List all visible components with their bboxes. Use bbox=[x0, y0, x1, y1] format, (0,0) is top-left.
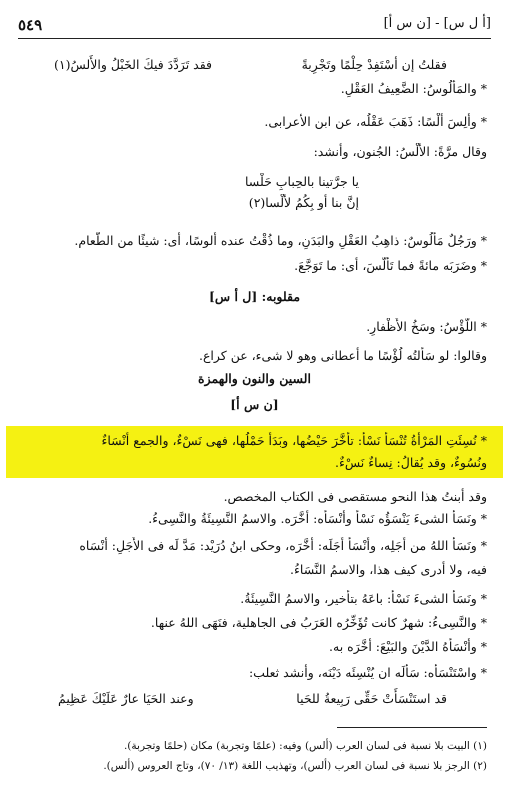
text-line: * ونَسَأَ الشىءَ نَسْأً: باعَهُ بتأخير، والاسمُ النَّسِيئَةُ. bbox=[240, 591, 487, 606]
page-number: ٥٤٩ bbox=[18, 16, 43, 34]
text-line: * ونَسَأَ اللهُ من أَجَلِه، وأَنْسَأَ أَجَلَه: أخَّرَه، وحكى ابنُ دُرَيْد: مَدَّ لَه فى الأَجَلِ: أَنْسَاه bbox=[79, 538, 487, 553]
footnote: (١) البيت بلا نسبة فى لسان العرب (ألس) وفيه: (علمًا وتجربة) مكان (حلمًا وتجربة). bbox=[123, 740, 487, 752]
running-title: [أ ل س] - [ن س أ] bbox=[383, 16, 491, 31]
chapter-heading: السين والنون والهمزة bbox=[198, 371, 311, 386]
text-line: * واسْتَنْسَأَه: سَأَلَه ان يُنْسِئَه دَيْنَه، وأنشد ثعلب: bbox=[248, 665, 487, 680]
footnote-rule bbox=[337, 727, 487, 728]
footnote: (٢) الرجز بلا نسبة فى لسان العرب (ألس)، وتهذيب اللغة (١٣/ ٧٠)، وتاج العروس (ألس). bbox=[103, 760, 487, 772]
text-line: * ونَسَأَ الشىءَ يَنْسَؤُه نَسْأً وأَنْسَأَه: أخَّرَه. والاسمُ النَّسِيئَةُ والنَّسِىءُ. bbox=[148, 511, 487, 526]
header-rule bbox=[18, 38, 491, 39]
verse-2 bbox=[22, 690, 487, 708]
highlighted-line: * نُسِئَتِ المَرْأَةُ تُنْسَأُ نَسْأً: تأخَّرَ حَيْضُها، وبَدَأَ حَمْلُها، فهى نَسْءٌ، والجمع أَنْسَاءٌ bbox=[101, 433, 487, 448]
text-line: * والمَأْلُوسُ: الضَّعِيفُ العَقْلِ. bbox=[340, 81, 487, 96]
text-line: * وأَلِسَ أَلْسًا: ذَهَبَ عَقْلُه، عن ابن الأعرابى. bbox=[264, 114, 487, 129]
text-line: وقال مرَّةً: الأَلْسُ: الجُنون، وأنشد: bbox=[313, 144, 487, 159]
verse-line: إنَّ بنا أو بِكُمُ لأَلْسا(٢) bbox=[248, 195, 359, 210]
verse-1-left: فقد تَرَدَّدَ فيكَ الخَبْلُ والأَلسُ(١) bbox=[54, 57, 213, 72]
section-heading: مقلوبه: [ل أ س] bbox=[208, 289, 301, 304]
verse-1-right: فقلتُ إن أسْتَفِدْ حِلْمًا وتَجْرِبةً bbox=[301, 57, 447, 72]
text-line: * اللُّؤْسُ: وسَخُ الأَظْفارِ. bbox=[366, 319, 487, 334]
text-line: * والنَّسِىءُ: شهرٌ كانت تُؤَخِّرُه العَرَبُ فى الجاهلية، فنَهَى اللهُ عنها. bbox=[150, 615, 487, 630]
entry-heading: [ن س أ] bbox=[230, 397, 279, 412]
verse-1 bbox=[22, 56, 487, 74]
text-line: وقالوا: لو سَأَلتُه لُؤْسًا ما أعطانى وهو لا شىء، عن كراع. bbox=[198, 348, 487, 363]
verse-line: يا جرَّتينا بالحِبابِ حَلْسا bbox=[244, 174, 359, 189]
text-line: وقد أبنتُ هذا النحو مستقصى فى الكتاب المخصص. bbox=[223, 489, 487, 504]
text-line: فيه، ولا أدرى كيف هذا، والاسمُ النَّسَاءُ. bbox=[290, 562, 487, 577]
verse-2-right: قد استَنْسَأَتْ حَقِّى رَبِيعةُ للحَيا bbox=[296, 691, 447, 706]
highlighted-line: ونُسُوءٌ، وقد يُقالُ: نِساءٌ نَسْءٌ. bbox=[335, 455, 487, 470]
text-line: * ورَجُلٌ مَأْلُوسٌ: ذاهِبُ العَقْلِ والبَدَنِ، وما ذُقْتُ عنده أَلوسًا، أى: شيئًا من الطَّعام. bbox=[74, 233, 487, 248]
page-header bbox=[18, 12, 491, 34]
text-line: * وأَنْسَأَهُ الدَّيْنَ والبَيْعَ: أخَّرَه به. bbox=[329, 639, 487, 654]
verse-2-left: وعند الحَيَا عارٌ عَلَيْكَ عَظِيمُ bbox=[58, 691, 194, 706]
text-line: * وضَرَبَه مائةً فما تَأَلَّسَ، أى: ما تَوَجَّعَ. bbox=[294, 258, 487, 273]
